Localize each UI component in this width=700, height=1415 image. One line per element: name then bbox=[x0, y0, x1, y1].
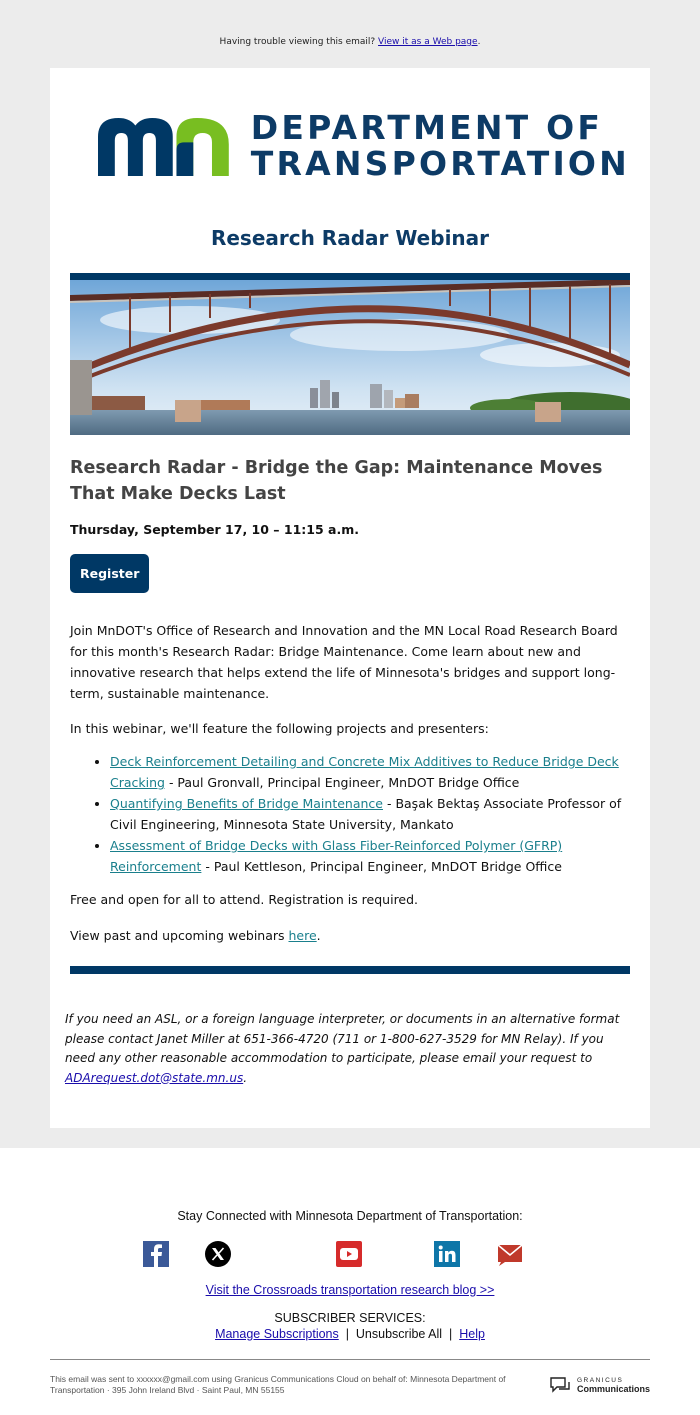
facebook-icon[interactable] bbox=[143, 1241, 169, 1267]
email-icon[interactable] bbox=[497, 1241, 523, 1267]
help-link[interactable]: Help bbox=[459, 1327, 485, 1341]
crossroads-blog-link[interactable]: Visit the Crossroads transportation research blog >> bbox=[205, 1283, 495, 1297]
mn-logo-icon bbox=[98, 116, 229, 178]
bridge-banner-image bbox=[70, 280, 630, 435]
ada-email-link[interactable]: ADArequest.dot@state.mn.us bbox=[65, 1070, 244, 1085]
feature-lead: In this webinar, we'll feature the following projects and presenters: bbox=[70, 721, 489, 736]
manage-subscriptions-link[interactable]: Manage Subscriptions bbox=[215, 1327, 339, 1341]
communications-wordmark: Communications bbox=[576, 1384, 650, 1394]
view-web-page-link[interactable]: View it as a Web page bbox=[378, 37, 478, 47]
top-divider bbox=[70, 273, 630, 280]
email-footer bbox=[0, 1209, 700, 1396]
mndot-logo[interactable] bbox=[70, 68, 630, 223]
event-title: Research Radar - Bridge the Gap: Maintenance Moves That Make Decks Last bbox=[70, 458, 603, 504]
view-online-bar: Having trouble viewing this email? View it as a Web page. bbox=[219, 37, 481, 47]
bridge-photo-icon bbox=[70, 280, 630, 435]
presenter-text: - Başak Bektaş Associate Professor of Civil Engineering, Minnesota State University, Mankato bbox=[110, 796, 622, 832]
crossroads-blog-line bbox=[0, 1283, 700, 1297]
event-date: Thursday, September 17, 10 – 11:15 a.m. bbox=[70, 522, 359, 537]
register-button[interactable]: Register bbox=[70, 554, 149, 593]
bottom-divider bbox=[70, 966, 630, 974]
email-card bbox=[50, 68, 650, 1128]
unsubscribe-all-link[interactable]: Unsubscribe All bbox=[355, 1327, 443, 1341]
webinar-heading: Research Radar Webinar bbox=[210, 226, 490, 250]
list-item bbox=[110, 835, 630, 877]
presenter-text: - Paul Kettleson, Principal Engineer, MnDOT Bridge Office bbox=[201, 859, 562, 874]
footer-divider bbox=[50, 1359, 650, 1360]
granicus-logo[interactable] bbox=[549, 1376, 650, 1394]
stay-connected-text: Stay Connected with Minnesota Department of Transportation: bbox=[177, 1209, 523, 1223]
subscriber-services-heading: SUBSCRIBER SERVICES: bbox=[274, 1311, 426, 1325]
presenter-text: - Paul Gronvall, Principal Engineer, MnDOT Bridge Office bbox=[164, 775, 520, 790]
granicus-wordmark: GRANICUS bbox=[576, 1377, 624, 1384]
logo-wordmark: DEPARTMENT OF TRANSPORTATION bbox=[250, 107, 630, 183]
x-icon[interactable] bbox=[205, 1241, 231, 1267]
free-attend-note: Free and open for all to attend. Registration is required. bbox=[70, 892, 419, 907]
sent-to-notice: This email was sent to xxxxxx@gmail.com using Granicus Communications Cloud on behalf of: Minnesota Department of Transportation · 395 John Ireland Blvd · Saint Paul, MN 55155 bbox=[50, 1374, 506, 1395]
subscriber-links: Manage Subscriptions | Unsubscribe All | Help bbox=[215, 1327, 485, 1341]
accessibility-note: If you need an ASL, or a foreign language interpreter, or documents in an alternative format please contact Janet Miller at 651-366-4720 (711 or 1-800-627-3529 for MN Relay). If you need any other reasonable accommodation to participate, please email your request to ADArequest.dot@state.mn.us. bbox=[65, 1012, 620, 1085]
youtube-icon[interactable] bbox=[336, 1241, 362, 1267]
past-webinars-line: View past and upcoming webinars here. bbox=[70, 928, 321, 943]
list-item bbox=[110, 751, 630, 793]
project-link[interactable]: Quantifying Benefits of Bridge Maintenance bbox=[110, 796, 383, 811]
trouble-text: Having trouble viewing this email? bbox=[219, 37, 376, 47]
granicus-speech-icon bbox=[549, 1376, 571, 1394]
project-link[interactable]: Assessment of Bridge Decks with Glass Fiber-Reinforced Polymer (GFRP) Reinforcement bbox=[110, 838, 563, 874]
fine-print-row bbox=[50, 1374, 650, 1396]
project-list bbox=[70, 751, 630, 877]
past-webinars-link[interactable]: here bbox=[288, 928, 317, 943]
list-item bbox=[110, 793, 630, 835]
linkedin-icon[interactable] bbox=[434, 1241, 460, 1267]
social-links bbox=[0, 1241, 700, 1271]
project-link[interactable]: Deck Reinforcement Detailing and Concrete Mix Additives to Reduce Bridge Deck Cracking bbox=[110, 754, 619, 790]
intro-paragraph: Join MnDOT's Office of Research and Innovation and the MN Local Road Research Board for this month's Research Radar: Bridge Maintenance. Come learn about new and innovative research that helps extend the life of Minnesota's bridges and support long-term, sustainable maintenance. bbox=[70, 623, 618, 701]
